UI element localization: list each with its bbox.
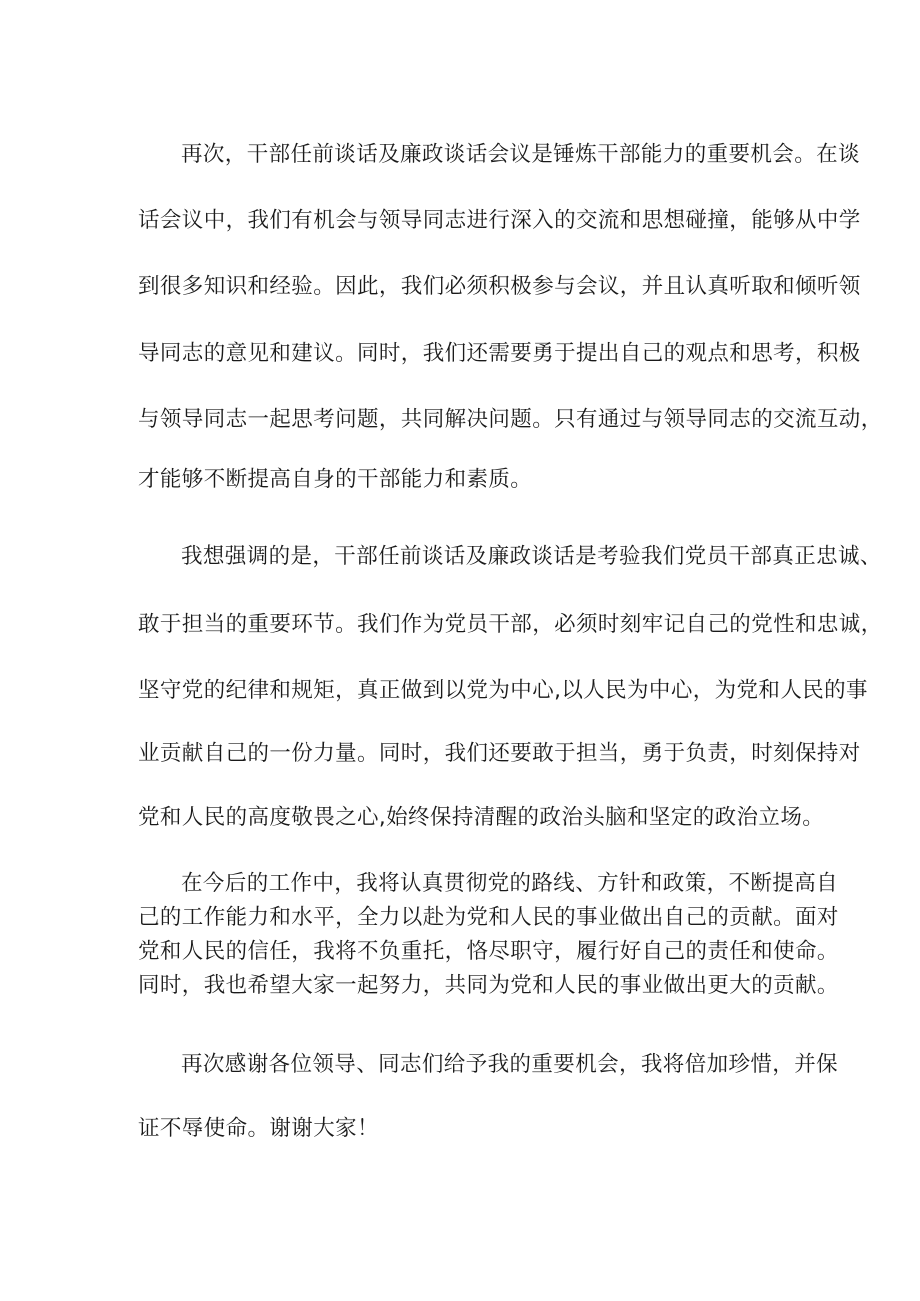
paragraph-line: 敢于担当的重要环节。我们作为党员干部，必须时刻牢记自己的党性和忠诚， [138,612,883,637]
paragraph-line: 党和人民的高度敬畏之心,始终保持清醒的政治头脑和坚定的政治立场。 [138,805,825,830]
paragraph-line: 才能够不断提高自身的干部能力和素质。 [138,467,533,492]
paragraph-line: 再次感谢各位领导、同志们给予我的重要机会，我将倍加珍惜，并保 [181,1052,839,1077]
paragraph-line: 业贡献自己的一份力量。同时，我们还要敢于担当，勇于负责，时刻保持对 [138,741,861,766]
paragraph-line: 与领导同志一起思考问题，共同解决问题。只有通过与领导同志的交流互动， [138,407,883,432]
paragraph-line: 证不辱使命。谢谢大家！ [138,1116,379,1141]
paragraph-line: 同时，我也希望大家一起努力，共同为党和人民的事业做出更大的贡献。 [138,973,839,998]
paragraph-line: 导同志的意见和建议。同时，我们还需要勇于提出自己的观点和思考，积极 [138,341,861,366]
paragraph-line: 己的工作能力和水平，全力以赴为党和人民的事业做出自己的贡献。面对 [138,905,839,930]
paragraph-line: 坚守党的纪律和规矩，真正做到以党为中心,以人民为中心，为党和人民的事 [138,678,868,703]
paragraph-line: 话会议中，我们有机会与领导同志进行深入的交流和思想碰撞，能够从中学 [138,208,861,233]
paragraph-line: 到很多知识和经验。因此，我们必须积极参与会议，并且认真听取和倾听领 [138,274,861,299]
paragraph-line: 在今后的工作中，我将认真贯彻党的路线、方针和政策，不断提高自 [181,871,839,896]
paragraph-line: 再次，干部任前谈话及廉政谈话会议是锤炼干部能力的重要机会。在谈 [181,142,860,167]
paragraph-line: 我想强调的是，干部任前谈话及廉政谈话是考验我们党员干部真正忠诚、 [181,544,882,569]
paragraph-line: 党和人民的信任，我将不负重托，恪尽职守，履行好自己的责任和使命。 [138,939,839,964]
